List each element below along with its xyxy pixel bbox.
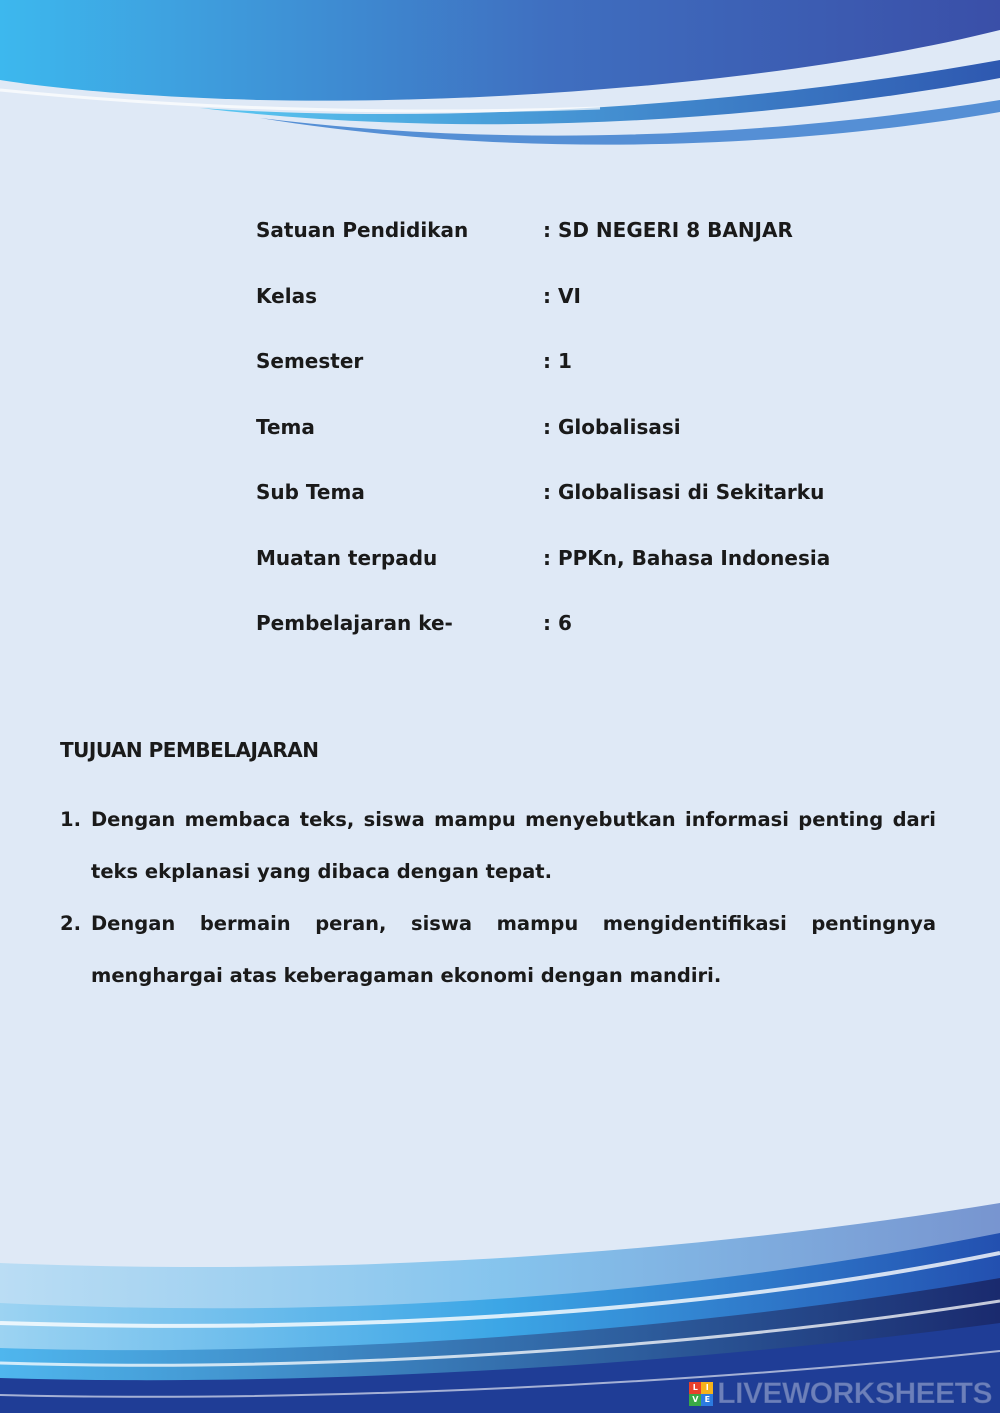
info-label: Kelas [256, 284, 317, 308]
objective-item [60, 794, 936, 898]
liveworksheets-logo [689, 1379, 992, 1409]
objective-number: 1. [60, 808, 81, 831]
info-label: Semester [256, 349, 364, 373]
info-value: : 6 [543, 611, 572, 635]
info-label: Sub Tema [256, 480, 365, 504]
logo-mark-letter: I [701, 1382, 713, 1394]
objective-text: Dengan bermain peran, siswa mampu mengidentifikasi pentingnya menghargai atas keberagaman ekonomi dengan mandiri. [91, 912, 936, 987]
info-row-sub-tema [256, 472, 956, 512]
info-row-pembelajaran-ke [256, 603, 956, 643]
info-row-muatan-terpadu [256, 538, 956, 578]
info-row-kelas [256, 276, 956, 316]
logo-mark-icon [689, 1382, 713, 1406]
info-value: : VI [543, 284, 581, 308]
logo-mark-letter: L [689, 1382, 701, 1394]
objective-number: 2. [60, 912, 81, 935]
info-value: : 1 [543, 349, 572, 373]
section-title-tujuan-pembelajaran: TUJUAN PEMBELAJARAN [60, 738, 319, 762]
info-row-semester [256, 341, 956, 381]
info-value: : PPKn, Bahasa Indonesia [543, 546, 831, 570]
info-row-satuan-pendidikan [256, 210, 956, 250]
info-label: Pembelajaran ke- [256, 611, 453, 635]
info-label: Muatan terpadu [256, 546, 438, 570]
info-value: : Globalisasi di Sekitarku [543, 480, 825, 504]
objective-item [60, 898, 936, 1002]
info-label: Satuan Pendidikan [256, 218, 469, 242]
objectives-list [60, 794, 936, 1002]
logo-text: LIVEWORKSHEETS [717, 1377, 992, 1410]
logo-mark-letter: E [701, 1394, 713, 1406]
info-value: : Globalisasi [543, 415, 681, 439]
objective-text: Dengan membaca teks, siswa mampu menyebutkan informasi penting dari teks ekplanasi yang dibaca dengan tepat. [91, 808, 936, 883]
info-row-tema [256, 407, 956, 447]
info-label: Tema [256, 415, 315, 439]
logo-mark-letter: V [689, 1394, 701, 1406]
info-value: : SD NEGERI 8 BANJAR [543, 218, 793, 242]
top-wave-decoration [0, 0, 1000, 160]
